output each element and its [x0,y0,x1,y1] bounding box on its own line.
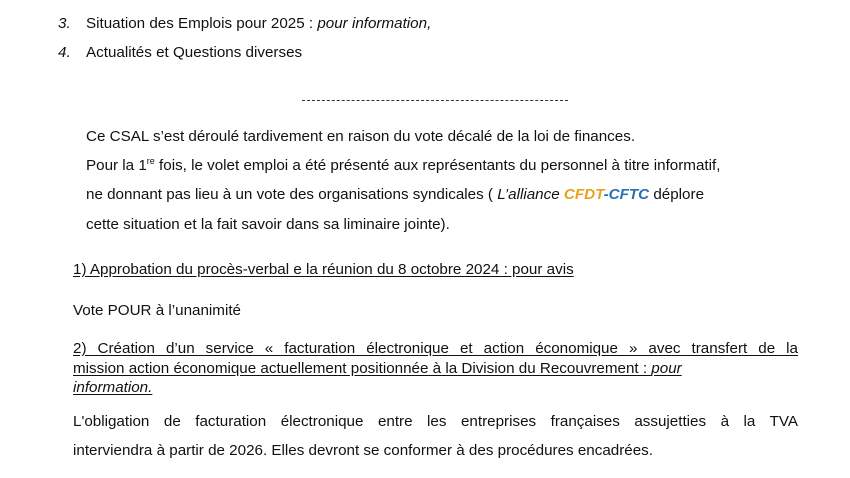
union-dash: - [603,186,609,203]
intro-line-3 [86,187,704,202]
body-line-1: L'obligation de facturation électronique entre les entreprises françaises assujetties à la TVA [73,413,798,430]
agenda-item-4: Actualités et Questions diverses [86,44,303,61]
cftc-logo-text: CFTC [608,186,650,203]
alliance-label: L’alliance [497,186,564,203]
section-1-vote: Vote POUR à l’unanimité [73,302,241,319]
intro-line-2-end: fois, le volet emploi a été présenté aux représentants du personnel à titre informatif, [154,157,721,175]
cfdt-logo-text: CFDT [563,186,604,203]
intro-line-3-end: déplore [649,186,705,203]
section-2-heading-line-2-text: mission action économique actuellement positionnée à la Division du Recouvrement : [73,360,652,377]
intro-line-3-start: ne donnant pas lieu à un vote des organisations syndicales ( [86,186,498,203]
intro-line-4: cette situation et la fait savoir dans sa liminaire jointe). [86,216,450,233]
intro-line-1: Ce CSAL s’est déroulé tardivement en raison du vote décalé de la loi de finances. [86,128,636,145]
section-2-heading-line-2 [73,361,798,376]
agenda-number-4: 4. [58,44,71,61]
section-2-heading-line-1: 2) Création d’un service « facturation électronique et action économique » avec transfert de la [73,340,798,357]
intro-line-2-start: Pour la 1 [86,157,147,175]
agenda-number-3: 3. [58,15,71,32]
agenda-item-3-text: Situation des Emplois pour 2025 : [86,15,318,32]
superscript-re: re [146,156,155,166]
agenda-item-3-note: pour information, [317,15,432,32]
intro-line-2 [86,157,720,173]
section-2-heading-line-2-note: pour [651,360,682,377]
section-2-heading-line-3: information. [73,379,153,396]
body-line-2: interviendra à partir de 2026. Elles devront se conformer à des procédures encadrées. [73,442,653,459]
section-1-heading: 1) Approbation du procès-verbal e la réunion du 8 octobre 2024 : pour avis [73,261,574,278]
agenda-item-3 [86,16,431,31]
dashed-separator [302,100,568,101]
